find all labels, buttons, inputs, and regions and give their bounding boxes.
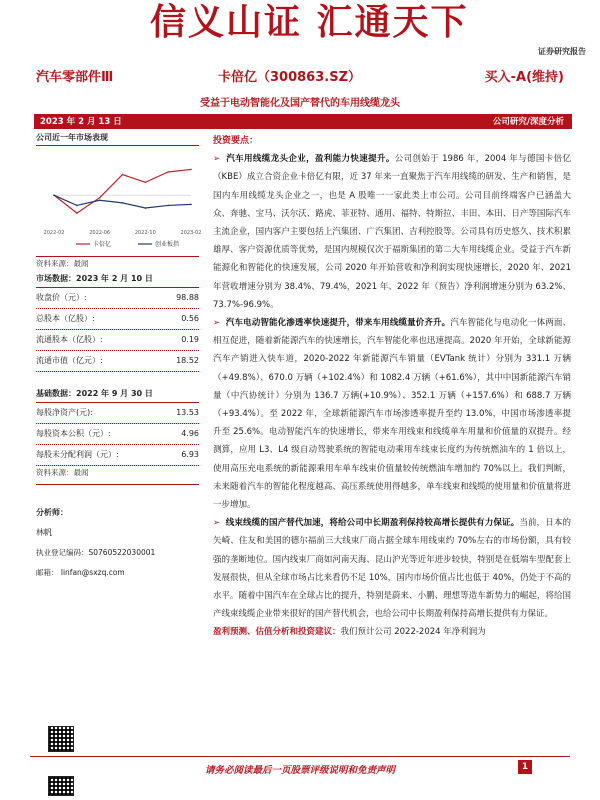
paragraph-4 [213, 623, 571, 641]
p4-title: 盈利预测、估值分析和投资建议： [213, 627, 341, 638]
x-tick-label: 2022-06 [89, 230, 111, 236]
brand-slogan: 信义山证 汇通天下 [150, 1, 469, 43]
data-row-label: 总股本（亿股）: [36, 314, 95, 323]
section-title: 投资要点： [213, 136, 259, 146]
data-point [99, 199, 101, 201]
basic-source: 资料来源：最闻 [36, 468, 89, 477]
data-row-label: 流通股本（亿股）: [36, 335, 103, 344]
x-tick-label: 2022-10 [134, 230, 156, 236]
data-row-value: 0.56 [181, 314, 199, 323]
p1-title: 汽车用线缆龙头企业，盈利能力快速提升。 [226, 154, 395, 165]
data-point [190, 169, 192, 171]
data-point [99, 197, 101, 199]
bullet-icon: ➢ [213, 154, 221, 165]
rating: 买入-A(维持) [484, 70, 564, 85]
date-bar [34, 114, 572, 129]
data-row-value: 6.93 [181, 450, 199, 459]
p3-body: 当前，日本的矢崎、住友和美国的德尔福前三大线束厂商占据全球车用线束约 70%左右的市场份额，具有较强的垄断地位。国内线束厂商如河南天海、昆山沪光等近年进步较快，特别是在低端车型配套上发展很快，但从全球市场占比来看仍不足 10%，国内市场价值占比也低于 40%，仍处于不高的水平。随着中国汽车在全球占比的提升，特别是蔚来、小鹏、理想等造车新势力的崛起，将给国产线束线缆企业带来很好的国产替代机会，也给公司中长期盈利保持高增长提供有力保证。 [213, 518, 571, 620]
chart-title: 公司近一年市场表现 [36, 132, 199, 146]
main-content [213, 132, 571, 642]
qr-code-icon [48, 776, 74, 796]
data-row [36, 309, 199, 330]
report-type: 证券研究报告 [538, 47, 586, 56]
footer-disclaimer: 请务必阅读最后一页股票评级说明和免责声明 [204, 765, 395, 776]
bullet-icon: ➢ [213, 318, 221, 329]
analyst-title: 分析师： [36, 508, 68, 517]
data-point [76, 205, 78, 207]
legend-label: 创业板指 [155, 241, 180, 248]
p3-title: 线束线缆的国产替代加速，将给公司中长期盈利保持较高增长提供有力保证。 [225, 518, 520, 529]
report-subtitle: 受益于电动智能化及国产替代的车用线缆龙头 [200, 98, 400, 109]
data-point [145, 181, 147, 183]
bullet-icon: ➢ [213, 518, 221, 529]
analyst-name: 林帆 [36, 528, 52, 537]
x-tick-label: 2023-02 [180, 230, 202, 236]
page-number: 1 [518, 760, 532, 774]
basic-data-title: 基础数据：2022 年 9 月 30 日 [36, 386, 199, 403]
company-name: 卡倍亿（300863.SZ） [218, 70, 362, 85]
report-category: 公司研究/深度分析 [492, 117, 564, 127]
legend-label: 卡倍亿 [93, 241, 112, 248]
chart-source: 资料来源：最闻 [36, 256, 199, 271]
data-row-label: 每股资本公积（元）: [36, 429, 111, 438]
performance-chart [36, 146, 202, 254]
data-row-value: 0.19 [181, 335, 199, 344]
data-point [122, 202, 124, 204]
series-line-0 [54, 169, 191, 213]
qr-code-icon [48, 726, 74, 752]
data-row-label: 流通市值（亿元）: [36, 356, 103, 365]
data-point [122, 174, 124, 176]
data-row-value: 4.96 [181, 429, 199, 438]
data-row [36, 288, 199, 309]
series-line-1 [54, 195, 191, 208]
paragraph-1 [213, 150, 571, 314]
p2-title: 汽车电动智能化渗透率快速提升，带来车用线缆量价齐升。 [225, 318, 451, 329]
data-point [167, 171, 169, 173]
data-point [167, 205, 169, 207]
footer-divider [30, 756, 570, 757]
data-point [145, 207, 147, 209]
data-row-label: 每股净资产(元): [36, 408, 93, 417]
x-tick-label: 2022-02 [43, 230, 65, 236]
data-point [76, 212, 78, 214]
data-row-value: 18.52 [176, 356, 199, 365]
paragraph-2 [213, 314, 571, 514]
title-row [36, 66, 570, 86]
data-point [190, 204, 192, 206]
data-row [36, 403, 199, 424]
paragraph-3 [213, 514, 571, 623]
p1-body: 公司创始于 1986 年，2004 年与德国卡倍亿（KBE）成立合资企业卡倍亿有限，近 37 年来一直聚焦于汽车用线缆的研发、生产和销售，是国内车用线缆龙头企业之一，也是 A 股唯一一家此类上市公司。公司目前终端客户已涵盖大众、奔驰、宝马、沃尔沃、路虎、菲亚特、通用、福特、特斯拉、丰田、本田、日产等国际汽车主流企业，国内客户主要包括上汽集团、广汽集团、吉利控股等。公司具有历史悠久、技术积累雄厚、客户资源优质等优势，是国内规模仅次于福斯集团的第二大车用线缆企业。受益于汽车新能源化和智能化的快速发展，公司 2020 年开始营收和净利润实现快速增长，2020 年、2021 年营收增速分别为 38.4%、79.4%，2021 年、2022 年（预告）净利润增速分别为 63.2%、73.7%-96.9%。 [213, 154, 571, 310]
data-row [36, 351, 199, 372]
data-point [53, 194, 55, 196]
p4-body: 我们预计公司 2022-2024 年净利润为 [340, 627, 486, 638]
data-row-value: 98.88 [176, 293, 199, 302]
data-row-value: 13.53 [176, 408, 199, 417]
p2-body: 汽车智能化与电动化一体两面、相互促进，随着新能源汽车的快速增长，汽车智能化率也迅速提高。2020 年开始，全球新能源汽车产销进入快车道，2020-2022 年新能源汽车销量（EVTank 统计）分别为 331.1 万辆（+49.8%）、670.0 万辆（+102.4%）和 1082.4 万辆（+61.6%），其中中国新能源汽车销量（中汽协统计）分别为 136.7 万辆(+10.9%）、352.1 万辆（+157.6%）和 688.7 万辆（+93.4%）。至 2022 年，全球新能源汽车市场渗透率提升至约 13.0%，中国市场渗透率提升至 25.6%。电动智能汽车的快速增长，带来车用线束和线缆单车用量和价值量的双提升。经测算，应用 L3、L4 级自动驾驶系统的智能电动乘用车线束长度约为传统燃油车的 1 倍以上，使用高压充电系统的新能源乘用车单车线束价值量较传统燃油车增加约 70%以上。我们判断，未来随着汽车的智能化程度越高、高压系统使用得越多，单车线束和线缆的使用量和价值量将进一步增加。 [213, 318, 571, 511]
data-row [36, 330, 199, 351]
report-date: 2023 年 2 月 13 日 [40, 117, 122, 127]
data-row [36, 445, 199, 466]
data-row-label: 收盘价（元）: [36, 293, 87, 302]
data-row [36, 424, 199, 445]
market-data-title: 市场数据：2023 年 2 月 10 日 [36, 271, 199, 288]
sidebar [36, 132, 202, 587]
analyst-cert: 执业登记编码：S0760522030001 [36, 548, 156, 557]
industry-label: 汽车零部件Ⅲ [36, 70, 114, 85]
data-row-label: 每股未分配利润（元）: [36, 450, 119, 459]
analyst-email[interactable]: 邮箱： linfan@sxzq.com [36, 568, 125, 577]
